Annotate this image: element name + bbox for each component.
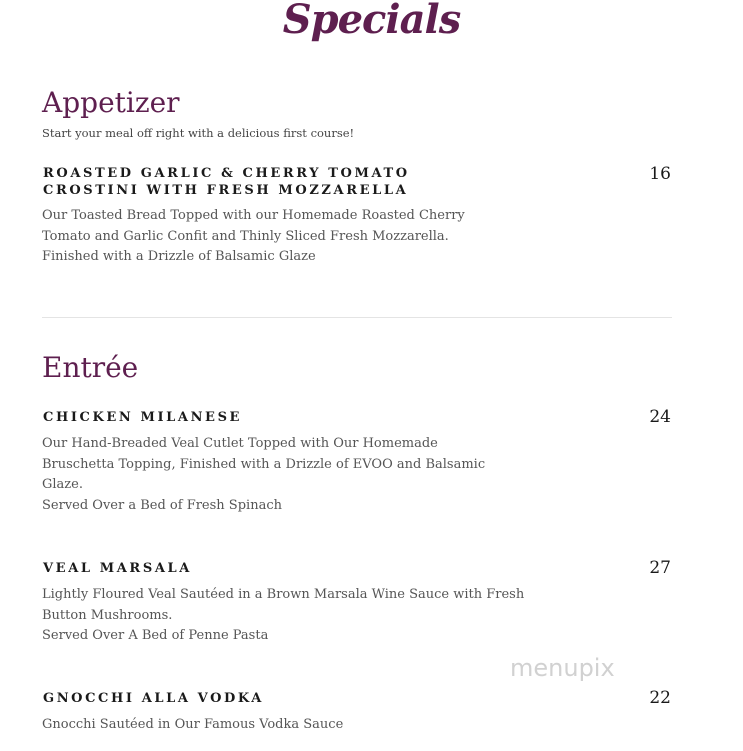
- section-divider: [42, 317, 672, 318]
- description-line: Tomato and Garlic Confit and Thinly Sliced Fresh Mozzarella.: [42, 228, 449, 244]
- item-name-line2: CROSTINI WITH FRESH MOZZARELLA: [43, 183, 409, 198]
- description-line: Bruschetta Topping, Finished with a Drizzle of EVOO and Balsamic: [42, 456, 486, 472]
- description-line: Gnocchi Sautéed in Our Famous Vodka Sauce: [42, 717, 344, 732]
- item-name: VEAL MARSALA: [43, 561, 192, 576]
- item-name: GNOCCHI ALLA VODKA: [43, 691, 264, 706]
- item-price: 16: [649, 164, 671, 184]
- item-price: 24: [649, 407, 671, 427]
- description-line: Lightly Floured Veal Sautéed in a Brown Marsala Wine Sauce with Fresh: [42, 587, 525, 602]
- page-title: Specials: [282, 0, 461, 43]
- description-line: Glaze.: [42, 477, 83, 492]
- section-title-entree: Entrée: [42, 351, 139, 384]
- item-price: 22: [649, 688, 671, 708]
- section-title-appetizer: Appetizer: [42, 86, 180, 119]
- item-name: CHICKEN MILANESE: [43, 410, 243, 425]
- section-subtitle: Start your meal off right with a delicious first course!: [42, 126, 355, 140]
- description-line: Finished with a Drizzle of Balsamic Glaze: [42, 249, 316, 264]
- watermark-logo: menupix: [510, 654, 615, 682]
- item-price: 27: [649, 558, 671, 578]
- item-description: [42, 585, 524, 647]
- item-description: [42, 434, 485, 516]
- description-line: Served Over a Bed of Fresh Spinach: [42, 497, 282, 513]
- item-name: ROASTED GARLIC & CHERRY TOMATO: [43, 166, 410, 181]
- item-description: [42, 715, 343, 736]
- item-description: [42, 206, 465, 268]
- description-line: Our Hand-Breaded Veal Cutlet Topped with Our Homemade: [42, 436, 438, 451]
- description-line: Button Mushrooms.: [42, 607, 173, 623]
- description-line: Served Over A Bed of Penne Pasta: [42, 628, 269, 643]
- description-line: Our Toasted Bread Topped with our Homemade Roasted Cherry: [42, 208, 465, 223]
